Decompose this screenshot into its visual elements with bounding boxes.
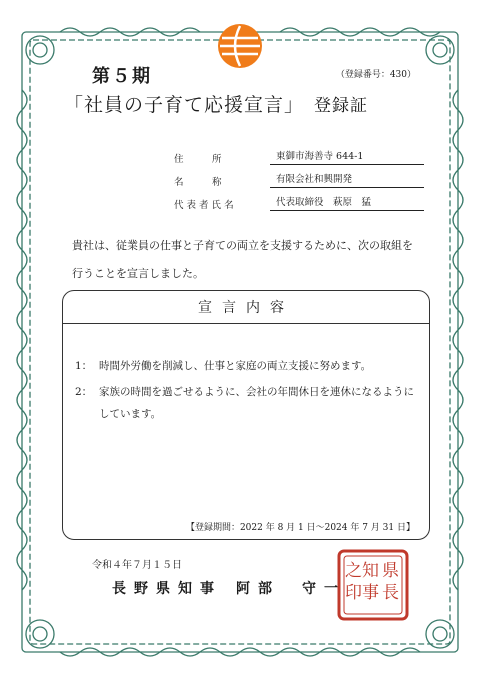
declaration-name: 「社員の子育て応援宣言」 [64, 94, 305, 116]
item-number: 2： [75, 386, 93, 398]
item-text: 家族の時間を過ごせるように、会社の年間休日を連休になるように しています。 [99, 386, 414, 420]
title-suffix: 登録証 [314, 96, 369, 116]
issuer-name: 阿部 守一 [236, 581, 346, 597]
company-fields [174, 142, 424, 211]
item-number: 1： [75, 360, 93, 372]
issue-date: 令和４年７月１５日 [92, 560, 182, 571]
declaration-item [75, 355, 415, 377]
field-company-name [174, 165, 424, 188]
svg-text:知: 知 [362, 561, 379, 581]
declaration-box [62, 290, 430, 540]
heading-divider [62, 323, 430, 324]
svg-text:之: 之 [345, 561, 362, 581]
field-label: 住 所 [174, 154, 222, 165]
declaration-heading: 宣言内容 [198, 300, 294, 316]
intro-statement: 貴社は、従業員の仕事と子育ての両立を支援するために、次の取組を行うことを宣言しました。 [72, 239, 413, 280]
issuer [112, 578, 346, 598]
nagano-emblem-icon [216, 22, 264, 70]
registration-period: 【登録期間：2022 年 8 月 1 日～2024 年 7 月 31 日】 [185, 523, 415, 533]
official-seal-icon [336, 548, 410, 622]
field-value: 有限会社和興開発 [270, 171, 424, 188]
field-value: 代表取締役 萩原 猛 [270, 194, 424, 211]
field-representative [174, 188, 424, 211]
field-label: 代 表 者 氏 名 [174, 200, 234, 211]
certificate-title [64, 90, 368, 117]
term-number: 第５期 [92, 66, 152, 87]
field-value: 東御市海善寺 644-1 [270, 148, 424, 165]
item-text: 時間外労働を削減し、仕事と家庭の両立支援に努めます。 [99, 360, 372, 372]
svg-text:長: 長 [382, 583, 399, 603]
svg-text:県: 県 [382, 561, 399, 581]
field-address [174, 142, 424, 165]
issuer-title: 長野県知事 [112, 581, 222, 597]
registration-number: （登録番号：430） [335, 70, 416, 80]
declaration-item [75, 381, 415, 425]
field-label: 名 称 [174, 177, 222, 188]
declaration-items [75, 355, 415, 429]
svg-text:印: 印 [345, 583, 362, 603]
svg-text:事: 事 [362, 583, 379, 603]
